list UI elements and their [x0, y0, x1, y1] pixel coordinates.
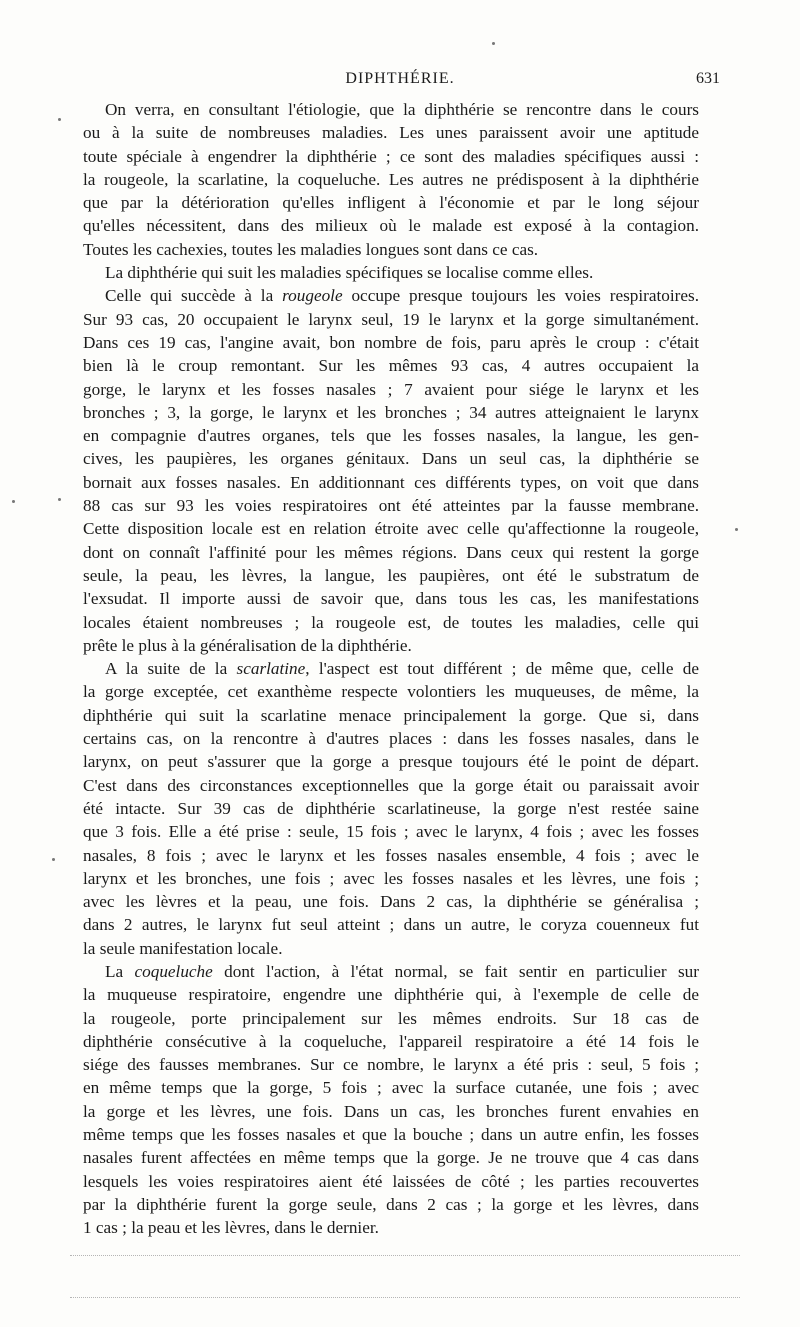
text-segment: que 3 fois. Elle a été prise : seule, 15 fois ; avec le larynx, 4 fois ; avec les fosses [83, 822, 699, 842]
text-line [83, 378, 699, 401]
text-line [83, 331, 699, 354]
text-segment: 88 cas sur 93 les voies respiratoires ont été atteintes par la fausse membrane. [83, 496, 699, 516]
text-line [83, 1146, 699, 1169]
bleed-through-line [70, 1255, 740, 1257]
text-segment: La [105, 961, 135, 981]
scan-speck [52, 858, 55, 861]
italic-term: scarlatine [236, 659, 306, 679]
text-line [83, 98, 699, 121]
text-segment: la gorge et les lèvres, une fois. Dans un cas, les bronches furent envahies en [83, 1101, 699, 1121]
text-line [83, 797, 699, 820]
text-segment: prête le plus à la généralisation de la diphthérie. [83, 635, 412, 655]
text-line [83, 191, 699, 214]
text-segment: nasales, 8 fois ; avec le larynx et les fosses nasales ensemble, 4 fois ; avec le [83, 845, 699, 865]
text-segment: la seule manifestation locale. [83, 938, 283, 958]
text-segment: par la diphthérie furent la gorge seule, dans 2 cas ; la gorge et les lèvres, dans [83, 1194, 699, 1214]
text-segment: diphthérie qui suit la scarlatine menace principalement la gorge. Que si, dans [83, 705, 699, 725]
text-segment: Cette disposition locale est en relation étroite avec celle qu'affectionne la rougeole, [83, 519, 699, 539]
text-line [83, 261, 699, 284]
text-line [83, 238, 699, 261]
text-segment: C'est dans des circonstances exceptionnelles que la gorge était ou paraissait avoir [83, 775, 699, 795]
scan-speck [58, 118, 61, 121]
text-segment: la rougeole, la scarlatine, la coqueluche. Les autres ne prédisposent à la diphthérie [83, 169, 699, 189]
scan-speck [492, 42, 495, 45]
text-segment: la gorge exceptée, cet exanthème respecte volontiers les muqueuses, de même, la [83, 682, 699, 702]
text-line [83, 494, 699, 517]
text-line [83, 1193, 699, 1216]
text-segment: dans 2 autres, le larynx fut seul atteint ; dans un autre, le coryza couenneux fut [83, 915, 699, 935]
text-line [83, 680, 699, 703]
italic-term: rougeole [282, 286, 343, 306]
text-segment: larynx et les bronches, une fois ; avec les fosses nasales et les lèvres, une fois ; [83, 868, 699, 888]
text-segment: lesquels les voies respiratoires aient été laissées de côté ; les parties recouvertes [83, 1171, 699, 1191]
text-line [83, 704, 699, 727]
text-segment: bien là le croup remontant. Sur les mêmes 93 cas, 4 autres occupaient la [83, 356, 699, 376]
text-line [83, 401, 699, 424]
text-segment: l'exsudat. Il importe aussi de savoir que, dans tous les cas, les manifestations [83, 589, 699, 609]
body-text [83, 98, 699, 1240]
italic-term: coqueluche [134, 961, 213, 981]
text-segment: On verra, en consultant l'étiologie, que la diphthérie se rencontre dans le cours [105, 100, 699, 119]
text-segment: siége des fausses membranes. Sur ce nombre, le larynx a été pris : seul, 5 fois ; [83, 1055, 699, 1075]
text-line [83, 1100, 699, 1123]
text-line [83, 541, 699, 564]
text-line [83, 657, 699, 680]
text-line [83, 867, 699, 890]
text-segment: Sur 93 cas, 20 occupaient le larynx seul, 19 le larynx et la gorge simultanément. [83, 309, 699, 329]
text-segment: , l'aspect est tout différent ; de même que, celle de [305, 659, 699, 679]
page-number: 631 [696, 70, 720, 87]
text-line [83, 1030, 699, 1053]
text-line [83, 844, 699, 867]
text-line [83, 214, 699, 237]
text-segment: été intacte. Sur 39 cas de diphthérie scarlatineuse, la gorge n'est restée saine [83, 798, 699, 818]
text-segment: la rougeole, porte principalement sur les mêmes endroits. Sur 18 cas de [83, 1008, 699, 1028]
text-segment: que par la détérioration qu'elles infligent à l'économie et par le long séjour [83, 193, 699, 213]
text-segment: toute spéciale à engendrer la diphthérie ; ce sont des maladies spécifiques aussi : [83, 146, 699, 166]
text-line [83, 634, 699, 657]
text-segment: cives, les paupières, les organes génitaux. Dans un seul cas, la diphthérie se [83, 449, 699, 469]
text-segment: même temps que les fosses nasales et que la bouche ; dans un autre enfin, les fosses [83, 1125, 699, 1145]
text-segment: dont l'action, à l'état normal, se fait sentir en particulier sur [212, 961, 699, 981]
text-segment: qu'elles nécessitent, dans des milieux où le malade est exposé à la contagion. [83, 216, 699, 236]
text-line [83, 564, 699, 587]
text-line [83, 727, 699, 750]
paragraph [83, 657, 699, 960]
text-line [83, 1076, 699, 1099]
text-line [83, 517, 699, 540]
text-segment: la muqueuse respiratoire, engendre une diphthérie qui, à l'exemple de celle de [83, 985, 699, 1005]
scan-speck [735, 528, 738, 531]
text-line [83, 424, 699, 447]
paragraph [83, 960, 699, 1240]
text-line [83, 471, 699, 494]
page-header [80, 70, 720, 94]
text-segment: diphthérie consécutive à la coqueluche, l'appareil respiratoire a été 14 fois le [83, 1031, 699, 1051]
text-line [83, 960, 699, 983]
text-line [83, 447, 699, 470]
text-segment: dont on connaît l'affinité pour les mêmes régions. Dans ceux qui restent la gorge [83, 542, 699, 562]
scan-speck [12, 500, 15, 503]
text-segment: Toutes les cachexies, toutes les maladies longues sont dans ce cas. [83, 239, 539, 259]
text-line [83, 1216, 699, 1239]
text-line [83, 1170, 699, 1193]
text-segment: bornait aux fosses nasales. En additionnant ces différents types, on voit que dans [83, 472, 699, 492]
text-segment: larynx, on peut s'assurer que la gorge a presque toujours été le point de départ. [83, 752, 699, 772]
paragraph [83, 284, 699, 657]
text-line [83, 168, 699, 191]
text-line [83, 750, 699, 773]
text-line [83, 587, 699, 610]
bleed-through-line [70, 1297, 740, 1299]
text-line [83, 937, 699, 960]
text-segment: seule, la peau, les lèvres, la langue, les paupières, ont été le substratum de [83, 565, 699, 585]
text-line [83, 611, 699, 634]
paragraph [83, 98, 699, 261]
paragraph [83, 261, 699, 284]
text-segment: bronches ; 3, la gorge, le larynx et les bronches ; 34 autres atteignaient le larynx [83, 402, 699, 422]
text-line [83, 820, 699, 843]
text-segment: 1 cas ; la peau et les lèvres, dans le dernier. [83, 1218, 379, 1238]
text-line [83, 308, 699, 331]
text-segment: certains cas, on la rencontre à d'autres places : dans les fosses nasales, dans le [83, 729, 699, 749]
text-segment: La diphthérie qui suit les maladies spécifiques se localise comme elles. [105, 263, 594, 283]
text-segment: gorge, le larynx et les fosses nasales ; 7 avaient pour siége le larynx et les [83, 379, 699, 399]
text-line [83, 1123, 699, 1146]
scan-speck [58, 498, 61, 501]
text-line [83, 1053, 699, 1076]
text-line [83, 354, 699, 377]
text-segment: locales étaient nombreuses ; la rougeole est, de toutes les maladies, celle qui [83, 612, 699, 632]
text-segment: en même temps que la gorge, 5 fois ; avec la surface cutanée, une fois ; avec [83, 1078, 699, 1098]
text-line [83, 890, 699, 913]
text-line [83, 913, 699, 936]
running-title: DIPHTHÉRIE. [345, 70, 455, 87]
text-segment: nasales furent affectées en même temps que la gorge. Je ne trouve que 4 cas dans [83, 1148, 699, 1168]
text-segment: Dans ces 19 cas, l'angine avait, bon nombre de fois, paru après le croup : c'était [83, 332, 699, 352]
text-segment: ou à la suite de nombreuses maladies. Les unes paraissent avoir une aptitude [83, 123, 699, 143]
text-line [83, 774, 699, 797]
text-segment: avec les lèvres et la peau, une fois. Dans 2 cas, la diphthérie se généralisa ; [83, 892, 699, 912]
text-line [83, 1007, 699, 1030]
text-segment: occupe presque toujours les voies respiratoires. [342, 286, 699, 306]
text-line [83, 121, 699, 144]
text-line [83, 983, 699, 1006]
text-segment: en compagnie d'autres organes, tels que les fosses nasales, la langue, les gen- [83, 426, 699, 446]
text-line [83, 284, 699, 307]
text-segment: A la suite de la [105, 659, 237, 679]
text-segment: Celle qui succède à la [105, 286, 283, 306]
text-line [83, 145, 699, 168]
